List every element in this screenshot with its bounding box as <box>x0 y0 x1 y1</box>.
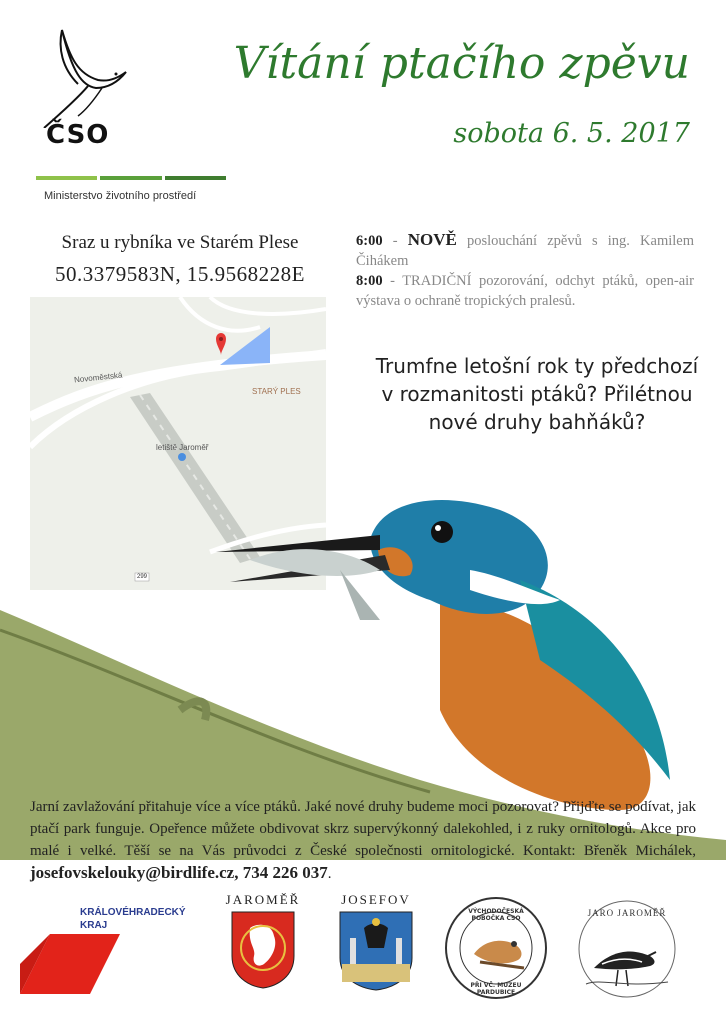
ministry-label: Ministerstvo životního prostředí <box>44 190 197 202</box>
vychodoceska-pobocka-cso-seal <box>444 896 548 1000</box>
description-end: . <box>327 866 332 882</box>
schedule-text-2: - TRADIČNÍ pozorování, odchyt ptáků, open-air výstava o ochraně tropických pralesů. <box>356 273 694 309</box>
schedule-highlight: NOVĚ <box>407 230 457 249</box>
cso-seal-top-text: VÝCHODOČESKÁ POBOČKA ČSO <box>468 908 524 922</box>
meeting-place: Sraz u rybníka ve Starém Plese <box>61 232 299 253</box>
kraj-emblem-icon <box>20 934 130 994</box>
bird-logo-icon <box>38 28 128 128</box>
jaro-jaromer-text: JARO JAROMĚŘ <box>587 908 667 918</box>
teaser-question: Trumfne letošní rok ty předchozí v rozmanitosti ptáků? Přilétnou nové druhy bahňáků? <box>375 354 699 434</box>
schedule-time-2: 8:00 <box>356 273 383 289</box>
event-description <box>30 796 696 885</box>
map-town-label: STARÝ PLES <box>252 387 301 396</box>
bar-light <box>36 176 97 180</box>
josefov-logo <box>332 892 420 1002</box>
map-airport-label: letiště Jaroměř <box>156 443 209 452</box>
schedule-dash-1: - <box>382 233 408 249</box>
kralovehradecky-kraj-logo <box>20 906 200 996</box>
contact-info[interactable]: josefovskelouky@birdlife.cz, 734 226 037 <box>30 863 328 882</box>
josefov-name: JOSEFOV <box>341 892 411 907</box>
page-title: Vítání ptačího zpěvu <box>233 38 690 89</box>
kraj-label-line2: KRAJ <box>80 920 108 931</box>
map-road-number: 299 <box>137 574 148 580</box>
jaromer-logo <box>222 892 304 1002</box>
schedule-time-1: 6:00 <box>356 233 383 249</box>
schedule <box>356 230 694 311</box>
kraj-label <box>80 906 186 932</box>
jaro-jaromer-logo <box>572 898 682 1000</box>
cso-seal-bottom-text: PŘI VČ. MUZEU PARDUBICE <box>470 982 522 996</box>
description-text: Jarní zavlažování přitahuje více a více ptáků. Jaké nové druhy budeme moci pozorovat? Přijďte se podívat, jak ptačí park funguje. Opeřence můžete obdivovat skrz supervýkonný dalekohled, i z ruky ornitologů. Akce pro malé i velké. Těší se na Vás průvodci z České společnosti ornitologické. Kontakt: Břeněk Michálek, <box>30 799 696 859</box>
jaromer-name: JAROMĚŘ <box>225 892 301 907</box>
kraj-label-line1: KRÁLOVÉHRADECKÝ <box>80 907 186 918</box>
map-road-label: Novoměstská <box>73 370 123 385</box>
color-bars <box>36 176 226 182</box>
bar-mid <box>100 176 161 180</box>
bar-dark <box>165 176 226 180</box>
josefov-coat-of-arms-icon <box>336 908 416 992</box>
schedule-text-1: poslouchání zpěvů s ing. Kamilem Čihákem <box>356 233 694 269</box>
jaromer-coat-of-arms-icon <box>228 908 298 990</box>
meeting-coordinates: 50.3379583N, 15.9568228E <box>55 262 305 286</box>
event-date: sobota 6. 5. 2017 <box>453 118 690 149</box>
logo-text: ČSO <box>46 120 110 150</box>
